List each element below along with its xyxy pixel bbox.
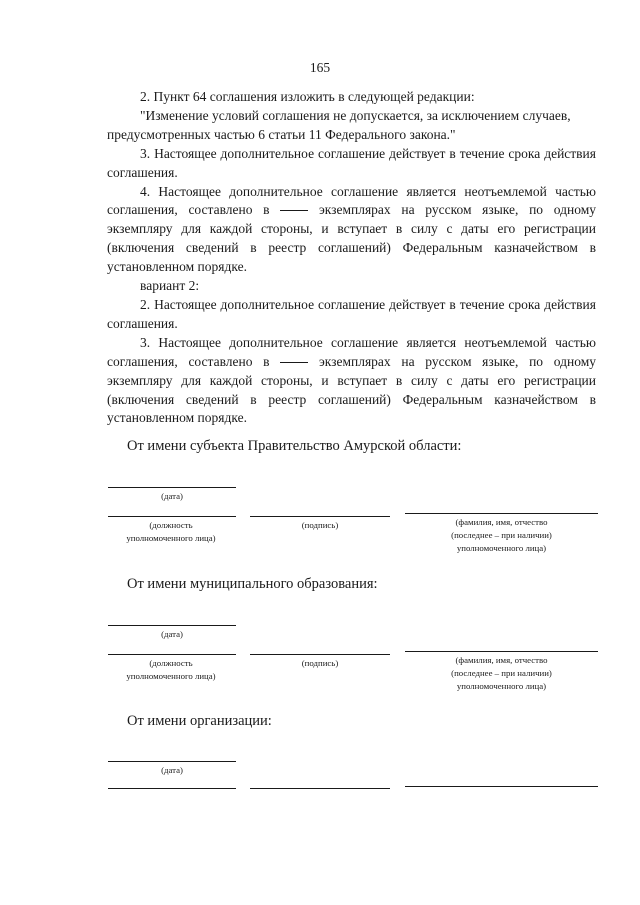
paragraph-item-4 xyxy=(107,183,596,278)
name-line xyxy=(405,513,598,514)
name-caption: (фамилия, имя, отчество (последнее – при наличии) уполномоченного лица) xyxy=(451,517,552,553)
paragraph-variant-item-3-start: 3. Настоящее дополнительное соглашение является неотъемлемой частью соглашения, составлено в xyxy=(107,334,596,369)
date-caption: (дата) xyxy=(161,491,183,501)
date-line xyxy=(108,487,236,488)
signature-line xyxy=(250,788,390,789)
date-line xyxy=(108,761,236,762)
paragraph-item-2: 2. Пункт 64 соглашения изложить в следующей редакции: xyxy=(140,89,475,104)
signature-line xyxy=(250,654,390,655)
signature-caption: (подпись) xyxy=(301,520,339,530)
position-line xyxy=(108,654,236,655)
date-line xyxy=(108,625,236,626)
name-line xyxy=(405,786,598,787)
signature-caption: (подпись) xyxy=(301,658,339,668)
date-caption: (дата) xyxy=(161,629,183,639)
paragraph-variant-item-3 xyxy=(107,334,596,429)
org-heading: От имени организации: xyxy=(127,713,272,729)
name-caption: (фамилия, имя, отчество (последнее – при наличии) уполномоченного лица) xyxy=(451,655,552,691)
paragraph-item-4-start: 4. Настоящее дополнительное соглашение является неотъемлемой частью соглашения, составлено в xyxy=(107,183,596,218)
position-line xyxy=(108,516,236,517)
variant-label: вариант 2: xyxy=(140,278,200,294)
page-number: 165 xyxy=(309,60,331,75)
name-line xyxy=(405,651,598,652)
paragraph-variant-item-3-end: экземплярах на русском языке, по одному экземпляру для каждой стороны, и вступает в силу с даты его регистрации (включения сведений в реестр соглашений) Федеральным казначейством в установленном порядке. xyxy=(107,353,596,426)
paragraph-item-3: 3. Настоящее дополнительное соглашение действует в течение срока действия соглашения. xyxy=(107,145,596,180)
position-line xyxy=(108,788,236,789)
document-body xyxy=(107,88,596,428)
paragraph-quote: "Изменение условий соглашения не допускается, за исключением случаев, предусмотренных частью 6 статьи 11 Федерального закона." xyxy=(107,107,571,142)
paragraph-variant-item-2: 2. Настоящее дополнительное соглашение действует в течение срока действия соглашения. xyxy=(107,296,596,331)
municipal-heading: От имени муниципального образования: xyxy=(127,576,378,592)
position-caption: (должность уполномоченного лица) xyxy=(126,658,216,681)
signature-line xyxy=(250,516,390,517)
date-caption: (дата) xyxy=(161,765,183,775)
copies-blank xyxy=(280,361,308,363)
copies-blank xyxy=(280,209,308,211)
paragraph-item-4-end: экземплярах на русском языке, по одному экземпляру для каждой стороны, и вступает в силу с даты его регистрации (включения сведений в реестр соглашений) Федеральным казначейством в установленном порядке. xyxy=(107,202,596,275)
subject-heading: От имени субъекта Правительство Амурской области: xyxy=(127,438,462,454)
position-caption: (должность уполномоченного лица) xyxy=(126,520,216,543)
